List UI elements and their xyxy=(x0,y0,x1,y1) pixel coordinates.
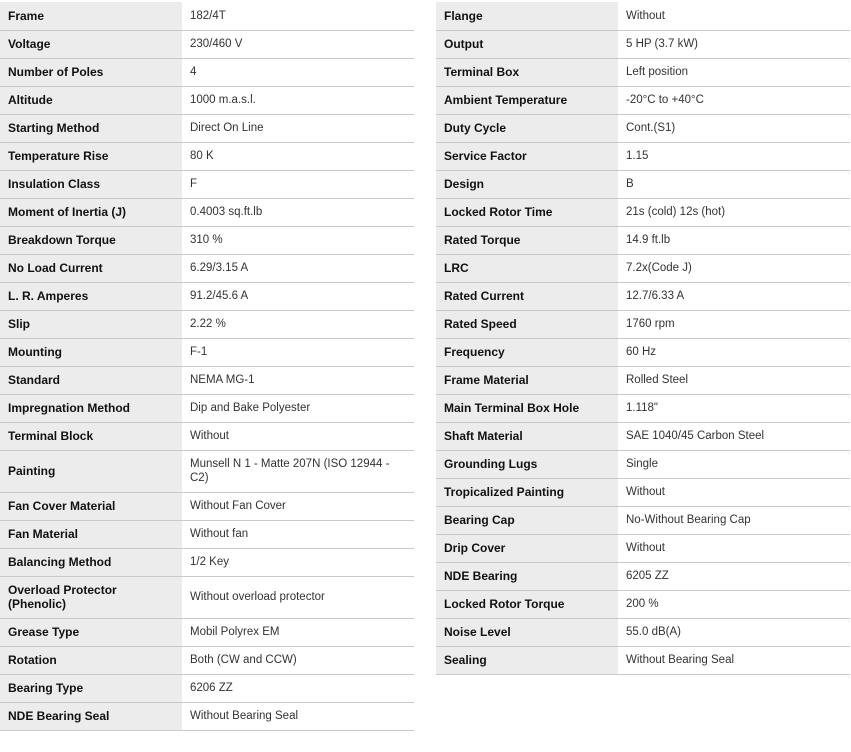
spec-row xyxy=(436,506,850,534)
spec-value: Direct On Line xyxy=(182,114,414,142)
spec-value: Left position xyxy=(618,58,850,86)
spec-value: 7.2x(Code J) xyxy=(618,254,850,282)
spec-label: Overload Protector (Phenolic) xyxy=(0,576,182,618)
spec-label: Frame xyxy=(0,2,182,30)
spec-label: Grease Type xyxy=(0,618,182,646)
spec-row xyxy=(0,366,414,394)
spec-value: 2.22 % xyxy=(182,310,414,338)
spec-value: Without Bearing Seal xyxy=(182,702,414,730)
spec-label: Main Terminal Box Hole xyxy=(436,394,618,422)
spec-value: Rolled Steel xyxy=(618,366,850,394)
spec-label: Terminal Block xyxy=(0,422,182,450)
spec-label: Voltage xyxy=(0,30,182,58)
spec-value: Without fan xyxy=(182,520,414,548)
spec-value: 6206 ZZ xyxy=(182,674,414,702)
spec-label: Tropicalized Painting xyxy=(436,478,618,506)
spec-row xyxy=(0,254,414,282)
spec-label: Slip xyxy=(0,310,182,338)
spec-row xyxy=(436,86,850,114)
spec-label: NDE Bearing Seal xyxy=(0,702,182,730)
spec-row xyxy=(0,282,414,310)
spec-value: Without xyxy=(182,422,414,450)
spec-label: Locked Rotor Torque xyxy=(436,590,618,618)
spec-value: No-Without Bearing Cap xyxy=(618,506,850,534)
spec-label: Number of Poles xyxy=(0,58,182,86)
spec-row xyxy=(0,422,414,450)
spec-row xyxy=(0,198,414,226)
spec-label: Fan Cover Material xyxy=(0,492,182,520)
spec-label: Output xyxy=(436,30,618,58)
spec-row xyxy=(0,338,414,366)
spec-value: 55.0 dB(A) xyxy=(618,618,850,646)
spec-label: Standard xyxy=(0,366,182,394)
spec-row xyxy=(0,646,414,674)
spec-value: 0.4003 sq.ft.lb xyxy=(182,198,414,226)
spec-label: No Load Current xyxy=(0,254,182,282)
spec-label: Duty Cycle xyxy=(436,114,618,142)
spec-value: Single xyxy=(618,450,850,478)
spec-row xyxy=(436,170,850,198)
spec-value: 80 K xyxy=(182,142,414,170)
spec-row xyxy=(436,366,850,394)
spec-value: 6205 ZZ xyxy=(618,562,850,590)
spec-label: Bearing Cap xyxy=(436,506,618,534)
spec-label: Sealing xyxy=(436,646,618,674)
spec-label: Moment of Inertia (J) xyxy=(0,198,182,226)
spec-row xyxy=(436,2,850,30)
spec-value: Munsell N 1 - Matte 207N (ISO 12944 - C2) xyxy=(182,450,414,492)
spec-label: Fan Material xyxy=(0,520,182,548)
spec-label: Rated Torque xyxy=(436,226,618,254)
spec-label: Rotation xyxy=(0,646,182,674)
spec-value: B xyxy=(618,170,850,198)
spec-row xyxy=(0,576,414,618)
spec-row xyxy=(436,310,850,338)
spec-value: -20°C to +40°C xyxy=(618,86,850,114)
spec-value: 310 % xyxy=(182,226,414,254)
spec-label: Painting xyxy=(0,450,182,492)
spec-value: 1000 m.a.s.l. xyxy=(182,86,414,114)
spec-row xyxy=(436,478,850,506)
spec-value: 1.15 xyxy=(618,142,850,170)
spec-row xyxy=(0,30,414,58)
spec-row xyxy=(436,618,850,646)
spec-row xyxy=(0,2,414,30)
spec-label: Starting Method xyxy=(0,114,182,142)
spec-row xyxy=(436,422,850,450)
spec-value: Cont.(S1) xyxy=(618,114,850,142)
spec-value: 14.9 ft.lb xyxy=(618,226,850,254)
spec-label: Grounding Lugs xyxy=(436,450,618,478)
spec-value: Without xyxy=(618,534,850,562)
spec-row xyxy=(436,198,850,226)
spec-label: Breakdown Torque xyxy=(0,226,182,254)
spec-row xyxy=(436,30,850,58)
spec-value: Without Bearing Seal xyxy=(618,646,850,674)
spec-value: Mobil Polyrex EM xyxy=(182,618,414,646)
spec-value: 230/460 V xyxy=(182,30,414,58)
spec-value: 182/4T xyxy=(182,2,414,30)
spec-row xyxy=(0,394,414,422)
spec-row xyxy=(436,338,850,366)
spec-value: Dip and Bake Polyester xyxy=(182,394,414,422)
spec-row xyxy=(436,534,850,562)
spec-value: SAE 1040/45 Carbon Steel xyxy=(618,422,850,450)
spec-row xyxy=(436,590,850,618)
spec-value: 6.29/3.15 A xyxy=(182,254,414,282)
spec-value: 60 Hz xyxy=(618,338,850,366)
spec-value: 12.7/6.33 A xyxy=(618,282,850,310)
spec-row xyxy=(0,226,414,254)
spec-value: Without xyxy=(618,2,850,30)
spec-label: Rated Speed xyxy=(436,310,618,338)
spec-row xyxy=(0,86,414,114)
spec-value: 5 HP (3.7 kW) xyxy=(618,30,850,58)
spec-label: NDE Bearing xyxy=(436,562,618,590)
spec-value: NEMA MG-1 xyxy=(182,366,414,394)
spec-value: 21s (cold) 12s (hot) xyxy=(618,198,850,226)
spec-label: Rated Current xyxy=(436,282,618,310)
spec-row xyxy=(0,142,414,170)
specs-table-right xyxy=(436,2,850,675)
spec-row xyxy=(0,310,414,338)
spec-label: Noise Level xyxy=(436,618,618,646)
spec-value: F-1 xyxy=(182,338,414,366)
spec-label: Terminal Box xyxy=(436,58,618,86)
spec-label: Insulation Class xyxy=(0,170,182,198)
spec-label: Impregnation Method xyxy=(0,394,182,422)
spec-label: Bearing Type xyxy=(0,674,182,702)
spec-value: F xyxy=(182,170,414,198)
spec-row xyxy=(436,142,850,170)
spec-value: 1760 rpm xyxy=(618,310,850,338)
spec-label: Design xyxy=(436,170,618,198)
spec-row xyxy=(436,562,850,590)
spec-label: Drip Cover xyxy=(436,534,618,562)
spec-row xyxy=(436,450,850,478)
spec-row xyxy=(0,114,414,142)
spec-value: 91.2/45.6 A xyxy=(182,282,414,310)
spec-value: Without Fan Cover xyxy=(182,492,414,520)
spec-row xyxy=(0,58,414,86)
spec-value: 1/2 Key xyxy=(182,548,414,576)
spec-label: Mounting xyxy=(0,338,182,366)
spec-value: 4 xyxy=(182,58,414,86)
spec-row xyxy=(0,170,414,198)
spec-row xyxy=(0,674,414,702)
spec-row xyxy=(436,646,850,674)
spec-value: Both (CW and CCW) xyxy=(182,646,414,674)
spec-row xyxy=(436,254,850,282)
spec-row xyxy=(0,520,414,548)
spec-row xyxy=(436,226,850,254)
spec-row xyxy=(436,114,850,142)
spec-value: 1.118" xyxy=(618,394,850,422)
spec-label: LRC xyxy=(436,254,618,282)
spec-value: Without xyxy=(618,478,850,506)
spec-row xyxy=(436,58,850,86)
spec-value: Without overload protector xyxy=(182,576,414,618)
spec-row xyxy=(0,450,414,492)
spec-row xyxy=(436,394,850,422)
spec-row xyxy=(436,282,850,310)
spec-label: Balancing Method xyxy=(0,548,182,576)
spec-row xyxy=(0,618,414,646)
spec-row xyxy=(0,548,414,576)
spec-row xyxy=(0,492,414,520)
specs-table-left xyxy=(0,2,414,731)
spec-row xyxy=(0,702,414,730)
spec-label: Altitude xyxy=(0,86,182,114)
spec-label: L. R. Amperes xyxy=(0,282,182,310)
spec-label: Frame Material xyxy=(436,366,618,394)
spec-value: 200 % xyxy=(618,590,850,618)
spec-label: Temperature Rise xyxy=(0,142,182,170)
spec-label: Service Factor xyxy=(436,142,618,170)
spec-label: Frequency xyxy=(436,338,618,366)
spec-label: Ambient Temperature xyxy=(436,86,618,114)
spec-label: Locked Rotor Time xyxy=(436,198,618,226)
spec-label: Flange xyxy=(436,2,618,30)
spec-label: Shaft Material xyxy=(436,422,618,450)
